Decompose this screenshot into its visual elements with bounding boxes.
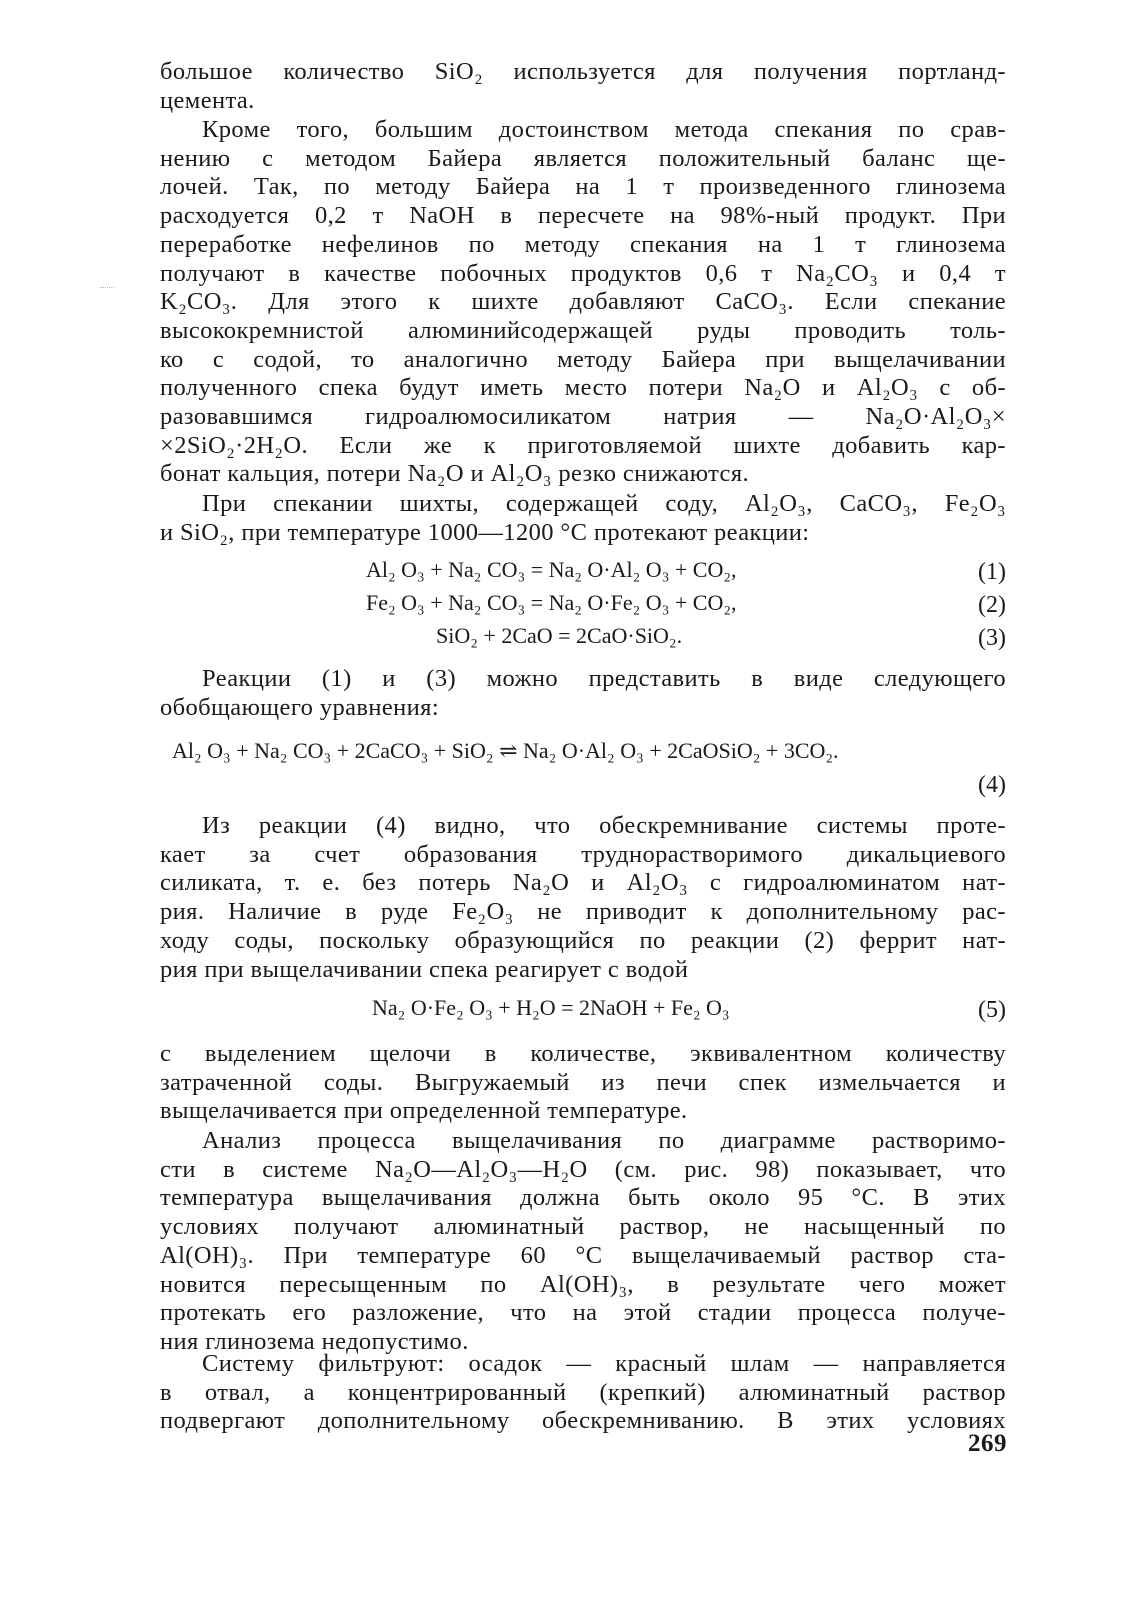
text-line: подвергают дополнительному обескремниванию. В этих условиях: [160, 1407, 1006, 1435]
paragraph-6: [160, 1040, 1006, 1126]
text-line: K₂CO₃. Для этого к шихте добавляют CaCO₃. Если спекание: [160, 288, 1006, 316]
text-line: полученного спека будут иметь место потери Na₂O и Al₂O₃ с об-: [160, 374, 1006, 402]
text-line: условиях получают алюминатный раствор, не насыщенный по: [160, 1213, 1006, 1241]
text-line: Из реакции (4) видно, что обескремнивание системы проте-: [202, 812, 1006, 839]
text-line: силиката, т. е. без потерь Na₂O и Al₂O₃ с гидроалюминатом нат-: [160, 869, 1006, 897]
text-line: лочей. Так, по методу Байера на 1 т произведенного глинозема: [160, 173, 1006, 201]
text-line: ко с содой, то аналогично методу Байера при выщелачивании: [160, 345, 1006, 373]
text-line: и SiO₂, при температуре 1000—1200 °C протекают реакции:: [160, 518, 810, 546]
text-line: большое количество SiO₂ используется для получения портланд-: [160, 58, 1006, 85]
text-line: температура выщелачивания должна быть около 95 °C. В этих: [160, 1184, 1006, 1212]
text-line: высококремнистой алюминийсодержащей руды проводить толь-: [160, 316, 1006, 344]
equation-4-number: (4): [978, 772, 1006, 798]
paragraph-2: [160, 116, 1006, 489]
text-line: рия. Наличие в руде Fe₂O₃ не приводит к дополнительному рас-: [160, 898, 1006, 926]
text-line: разовавшимся гидроалюмосиликатом натрия — Na₂O·Al₂O₃×: [160, 403, 1006, 431]
equation-3: SiO₂ + 2CaO = 2CaO·SiO₂.: [436, 623, 683, 648]
paragraph-1: [160, 58, 1006, 115]
text-line: протекать его разложение, что на этой стадии процесса получе-: [160, 1299, 1006, 1327]
text-line: нению с методом Байера является положительный баланс ще-: [160, 144, 1006, 172]
text-line: расходуется 0,2 т NaOH в пересчете на 98%-ный продукт. При: [160, 202, 1006, 230]
page-number: 269: [968, 1430, 1007, 1457]
text-line: рия при выщелачивании спека реагирует с водой: [160, 955, 689, 983]
text-line: затраченной соды. Выгружаемый из печи спек измельчается и: [160, 1068, 1006, 1096]
text-line: с выделением щелочи в количестве, эквивалентном количеству: [160, 1040, 1006, 1067]
text-line: обобщающего уравнения:: [160, 693, 440, 721]
text-line: переработке нефелинов по методу спекания на 1 т глинозема: [160, 230, 1006, 258]
text-line: При спекании шихты, содержащей соду, Al₂O₃, CaCO₃, Fe₂O₃: [202, 490, 1006, 517]
text-line: Систему фильтруют: осадок — красный шлам — направляется: [202, 1350, 1006, 1377]
equation-1-number: (1): [978, 559, 1006, 585]
equation-2: Fe₂ O₃ + Na₂ CO₃ = Na₂ O·Fe₂ O₃ + CO₂,: [366, 590, 737, 615]
equation-5-number: (5): [978, 997, 1006, 1023]
paragraph-5: [160, 812, 1006, 984]
text-line: Реакции (1) и (3) можно представить в виде следующего: [202, 665, 1006, 692]
text-line: новится пересыщенным по Al(OH)₃, в результате чего может: [160, 1270, 1006, 1298]
text-line: сти в системе Na₂O—Al₂O₃—H₂O (см. рис. 98) показывает, что: [160, 1155, 1006, 1183]
text-line: в отвал, а концентрированный (крепкий) алюминатный раствор: [160, 1378, 1006, 1406]
text-line: Al(OH)₃. При температуре 60 °C выщелачиваемый раствор ста-: [160, 1241, 1006, 1269]
text-line: ния глинозема недопустимо.: [160, 1327, 469, 1355]
text-line: ходу соды, поскольку образующийся по реакции (2) феррит нат-: [160, 926, 1006, 954]
text-line: Анализ процесса выщелачивания по диаграмме растворимо-: [202, 1127, 1006, 1154]
margin-mark: [100, 287, 114, 290]
text-line: получают в качестве побочных продуктов 0,6 т Na₂CO₃ и 0,4 т: [160, 259, 1006, 287]
paragraph-4: [160, 665, 1006, 722]
paragraph-8: [160, 1350, 1006, 1436]
text-line: ×2SiO₂·2H₂O. Если же к приготовляемой шихте добавить кар-: [160, 431, 1006, 459]
text-line: выщелачивается при определенной температуре.: [160, 1097, 688, 1125]
text-line: кает за счет образования труднорастворимого дикальциевого: [160, 840, 1006, 868]
equation-4: Al₂ O₃ + Na₂ CO₃ + 2CaCO₃ + SiO₂ ⇌ Na₂ O·Al₂ O₃ + 2CaOSiO₂ + 3CO₂.: [172, 738, 839, 763]
text-line: цемента.: [160, 86, 255, 114]
paragraph-3: [160, 490, 1006, 547]
equation-3-number: (3): [978, 625, 1006, 651]
text-line: бонат кальция, потери Na₂O и Al₂O₃ резко снижаются.: [160, 460, 750, 488]
equation-1: Al₂ O₃ + Na₂ CO₃ = Na₂ O·Al₂ O₃ + CO₂,: [366, 557, 737, 582]
equation-2-number: (2): [978, 592, 1006, 618]
text-line: Кроме того, большим достоинством метода спекания по срав-: [202, 116, 1006, 143]
equation-5: Na₂ O·Fe₂ O₃ + H₂O = 2NaOH + Fe₂ O₃: [372, 995, 730, 1020]
paragraph-7: [160, 1127, 1006, 1357]
